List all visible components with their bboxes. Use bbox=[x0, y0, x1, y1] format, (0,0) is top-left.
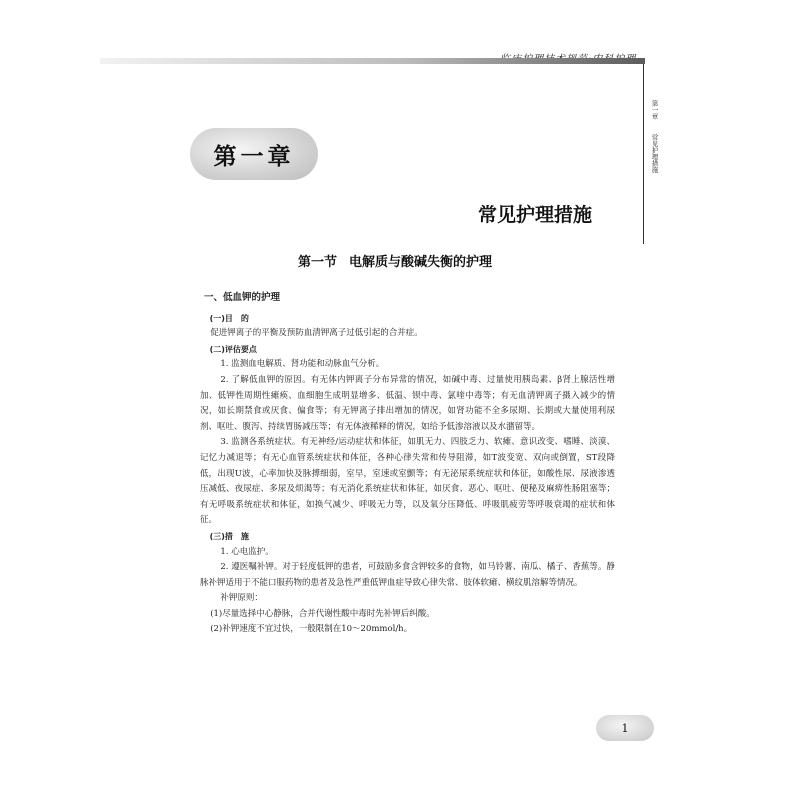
purpose-text: 促进钾离子的平衡及预防血清钾离子过低引起的合并症。 bbox=[210, 328, 423, 339]
subheading-purpose: (一)目 的 bbox=[209, 313, 249, 323]
side-tab-title: 常见护理措施 bbox=[650, 133, 659, 173]
measure-item-2: 2. 遵医嘱补钾。对于轻度低钾的患者，可鼓励多食含钾较多的食物，如马铃薯、南瓜、橘子、香蕉等。静脉补钾适用于不能口服药物的患者及急性严重低钾血症导致心律失常、肢体软瘫、横纹肌溶解等情况。 bbox=[200, 562, 615, 588]
heading-hypokalemia: 一、低血钾的护理 bbox=[204, 292, 281, 303]
section-name: 电解质与酸碱失衡的护理 bbox=[349, 255, 493, 270]
principle-rule-2: (2)补钾速度不宜过快，一般限制在10～20mmol/h。 bbox=[210, 624, 413, 635]
assessment-item-1: 1. 监测血电解质、肾功能和动脉血气分析。 bbox=[220, 359, 385, 370]
chapter-title: 常见护理措施 bbox=[478, 204, 593, 226]
subheading-measures: (三)措 施 bbox=[209, 531, 249, 541]
header-bar bbox=[100, 58, 645, 64]
chapter-badge: 第一章 bbox=[190, 128, 318, 180]
assessment-item-2: 2. 了解低血钾的原因。有无体内钾离子分布异常的情况，如碱中毒、过量使用胰岛素、β肾上腺活性增加、低钾性周期性瘫痪、血细胞生成明显增多、低温、钡中毒、氯喹中毒等；有无血清钾离子摄入减少的情况，如长期禁食或厌食、偏食等；有无钾离子排出增加的情况，如肾功能不全多尿期、长期或大量使用利尿剂、呕吐、腹泻、持续胃肠减压等；有无体液稀释的情况，如给予低渗溶液以及水潴留等。 bbox=[200, 374, 615, 432]
assessment-item-3: 3. 监测各系统症状。有无神经/运动症状和体征，如肌无力、四肢乏力、软瘫、意识改变、嗜睡、淡漠、记忆力减退等；有无心血管系统症状和体征，各种心律失常和传导阻滞，如T波变宽、双向或倒置，ST段降低，出现U波，心率加快及脉搏细弱，室早，室速或室颤等；有无泌尿系统症状和体征，如酸性尿、尿液渗透压减低、夜尿症、多尿及烦渴等；有无消化系统症状和体征，如厌食、恶心、呕吐、便秘及麻痹性肠阻塞等；有无呼吸系统症状和体征，如换气减少、呼吸无力等，以及氧分压降低、呼吸肌疲劳等呼吸衰竭的症状和体征。 bbox=[200, 437, 615, 526]
section-title bbox=[298, 251, 492, 270]
section-number: 第一节 bbox=[298, 255, 338, 270]
principle-rule-1: (1)尽量选择中心静脉，合并代谢性酸中毒时先补钾后纠酸。 bbox=[210, 608, 435, 619]
measure-item-1: 1. 心电监护。 bbox=[220, 546, 274, 557]
page-number: 1 bbox=[596, 715, 654, 741]
side-chapter-tab bbox=[645, 100, 663, 173]
side-rule bbox=[643, 64, 644, 244]
subheading-assessment: (二)评估要点 bbox=[209, 344, 257, 354]
side-tab-chapter: 第一章 bbox=[650, 100, 659, 120]
principle-label: 补钾原则： bbox=[220, 593, 263, 604]
body-content bbox=[200, 290, 615, 638]
